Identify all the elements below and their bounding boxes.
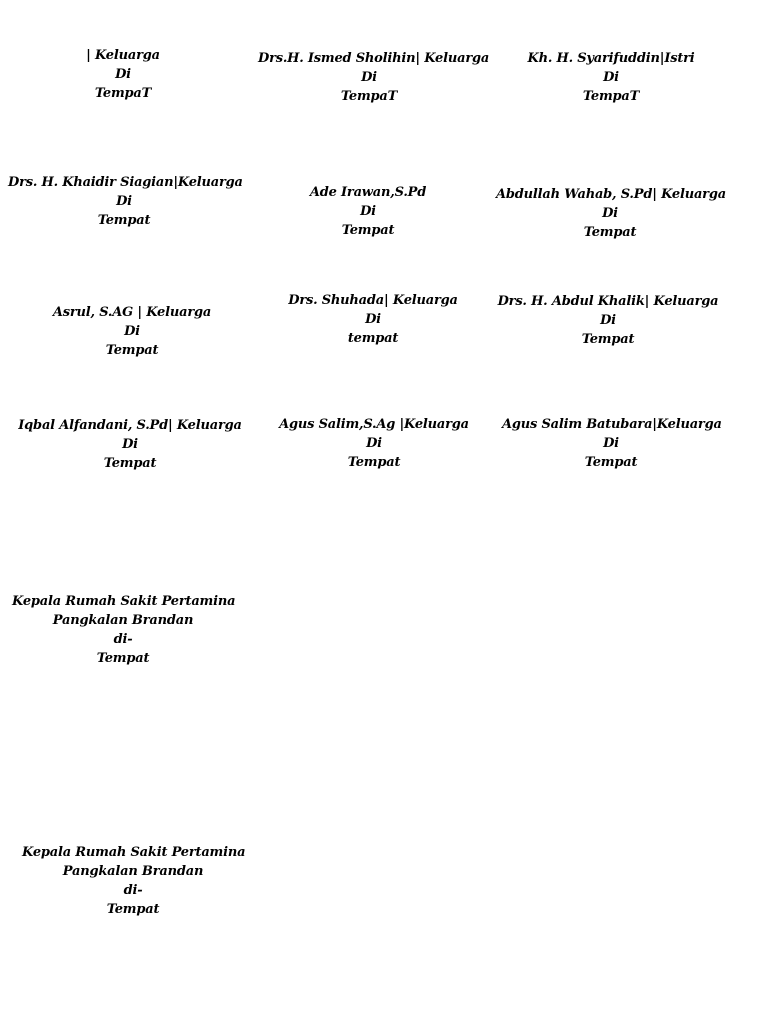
recipient-name: Kepala Rumah Sakit Pertamina bbox=[12, 594, 236, 609]
recipient-location: Pangkalan Brandan bbox=[52, 613, 194, 628]
recipient-name: Asrul, S.AG | Keluarga bbox=[52, 305, 212, 320]
label-tempat: tempat bbox=[347, 331, 399, 346]
recipient-name: Agus Salim Batubara|Keluarga bbox=[502, 417, 722, 432]
label-di: di- bbox=[123, 883, 143, 898]
recipient-name: Kepala Rumah Sakit Pertamina bbox=[22, 845, 246, 860]
recipient-name: Abdullah Wahab, S.Pd| Keluarga bbox=[496, 187, 726, 202]
recipient-name: Ade Irawan,S.Pd bbox=[309, 185, 427, 200]
address-label-9 bbox=[496, 292, 720, 349]
address-label-5 bbox=[296, 183, 440, 240]
address-label-6 bbox=[496, 185, 724, 242]
address-label-10 bbox=[14, 416, 246, 473]
recipient-name: | Keluarga bbox=[86, 48, 160, 63]
label-tempat: Tempat bbox=[97, 213, 151, 228]
recipient-name: Drs. H. Khaidir Siagian|Keluarga bbox=[8, 175, 243, 190]
label-di: Di bbox=[603, 436, 619, 451]
label-tempat: Tempat bbox=[584, 455, 638, 470]
recipient-location: Pangkalan Brandan bbox=[62, 864, 204, 879]
label-di: Di bbox=[115, 67, 131, 82]
label-di: Di bbox=[366, 436, 382, 451]
label-tempat: Tempat bbox=[105, 343, 159, 358]
recipient-name: Agus Salim,S.Ag |Keluarga bbox=[279, 417, 469, 432]
label-di: Di bbox=[360, 204, 376, 219]
address-label-1 bbox=[30, 46, 216, 103]
address-label-7 bbox=[42, 303, 222, 360]
label-tempat: TempaT bbox=[582, 89, 640, 104]
address-label-8 bbox=[284, 291, 462, 348]
label-di: Di bbox=[124, 324, 140, 339]
label-di: Di bbox=[122, 437, 138, 452]
address-label-14 bbox=[22, 843, 244, 919]
address-label-2 bbox=[258, 49, 490, 106]
recipient-name: Kh. H. Syarifuddin|Istri bbox=[527, 51, 695, 66]
recipient-name: Drs. H. Abdul Khalik| Keluarga bbox=[497, 294, 719, 309]
address-label-13 bbox=[12, 592, 234, 668]
recipient-name: Iqbal Alfandani, S.Pd| Keluarga bbox=[18, 418, 242, 433]
label-tempat: Tempat bbox=[341, 223, 395, 238]
address-label-3 bbox=[514, 49, 708, 106]
label-di: Di bbox=[361, 70, 377, 85]
label-tempat: TempaT bbox=[94, 86, 152, 101]
label-tempat: Tempat bbox=[106, 902, 160, 917]
label-tempat: Tempat bbox=[581, 332, 635, 347]
label-di: Di bbox=[365, 312, 381, 327]
address-label-11 bbox=[276, 415, 472, 472]
label-tempat: Tempat bbox=[103, 456, 157, 471]
address-label-4 bbox=[8, 173, 243, 230]
label-di: Di bbox=[602, 206, 618, 221]
label-tempat: Tempat bbox=[96, 651, 150, 666]
recipient-name: Drs. Shuhada| Keluarga bbox=[288, 293, 458, 308]
label-di: Di bbox=[600, 313, 616, 328]
label-tempat: Tempat bbox=[583, 225, 637, 240]
label-tempat: Tempat bbox=[347, 455, 401, 470]
address-label-12 bbox=[502, 415, 720, 472]
label-tempat: TempaT bbox=[340, 89, 398, 104]
label-di: di- bbox=[113, 632, 133, 647]
recipient-name: Drs.H. Ismed Sholihin| Keluarga bbox=[258, 51, 490, 66]
label-di: Di bbox=[603, 70, 619, 85]
label-di: Di bbox=[116, 194, 132, 209]
